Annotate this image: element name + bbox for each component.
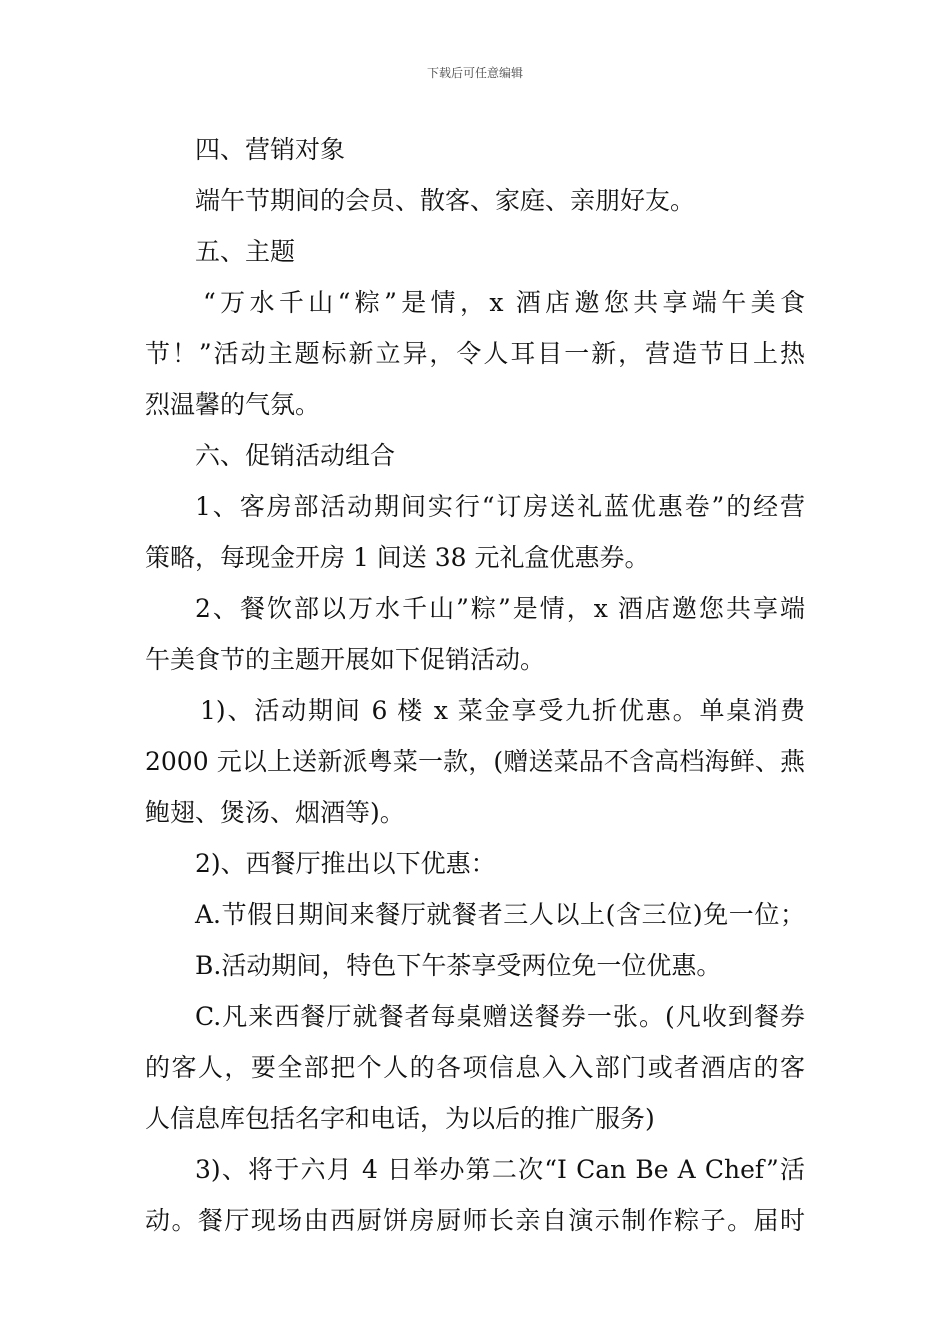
paragraph-line: C.凡来西餐厅就餐者每桌赠送餐券一张。(凡收到餐券 bbox=[195, 1002, 805, 1031]
paragraph-line: 烈温馨的气氛。 bbox=[145, 390, 321, 419]
paragraph-line: A.节假日期间来餐厅就餐者三人以上(含三位)免一位； bbox=[195, 900, 805, 929]
paragraph-line: 的客人，要全部把个人的各项信息入入部门或者酒店的客 bbox=[145, 1053, 805, 1082]
paragraph-line: 节！”活动主题标新立异，令人耳目一新，营造节日上热 bbox=[145, 339, 805, 368]
paragraph-line: 3)、将于六月 4 日举办第二次“I Can Be A Chef”活 bbox=[195, 1155, 805, 1184]
paragraph-line: 策略，每现金开房 1 间送 38 元礼盒优惠券。 bbox=[145, 543, 650, 572]
paragraph-line: 动。餐厅现场由西厨饼房厨师长亲自演示制作粽子。届时 bbox=[145, 1206, 805, 1235]
paragraph-line: 2、餐饮部以万水千山”粽”是情，x 酒店邀您共享端 bbox=[195, 594, 805, 623]
paragraph-line: “万水千山“粽”是情，x 酒店邀您共享端午美食 bbox=[203, 288, 805, 317]
heading-theme: 五、主题 bbox=[195, 237, 296, 266]
paragraph-line: 鲍翅、煲汤、烟酒等)。 bbox=[145, 798, 405, 827]
paragraph-line: 1)、活动期间 6 楼 x 菜金享受九折优惠。单桌消费 bbox=[200, 696, 805, 725]
paragraph-line: 2)、西餐厅推出以下优惠： bbox=[195, 849, 496, 878]
paragraph-line: 午美食节的主题开展如下促销活动。 bbox=[145, 645, 546, 674]
paragraph-line: 1、客房部活动期间实行“订房送礼蓝优惠卷”的经营 bbox=[195, 492, 805, 521]
heading-promotion: 六、促销活动组合 bbox=[195, 441, 396, 470]
heading-marketing-target: 四、营销对象 bbox=[195, 135, 346, 164]
paragraph-line: 端午节期间的会员、散客、家庭、亲朋好友。 bbox=[195, 186, 696, 215]
paragraph-line: 人信息库包括名字和电话，为以后的推广服务) bbox=[145, 1104, 655, 1133]
paragraph-line: B.活动期间，特色下午茶享受两位免一位优惠。 bbox=[195, 951, 722, 980]
paragraph-line: 2000 元以上送新派粤菜一款，(赠送菜品不含高档海鲜、燕 bbox=[145, 747, 805, 776]
page-header: 下载后可任意编辑 bbox=[426, 66, 523, 80]
